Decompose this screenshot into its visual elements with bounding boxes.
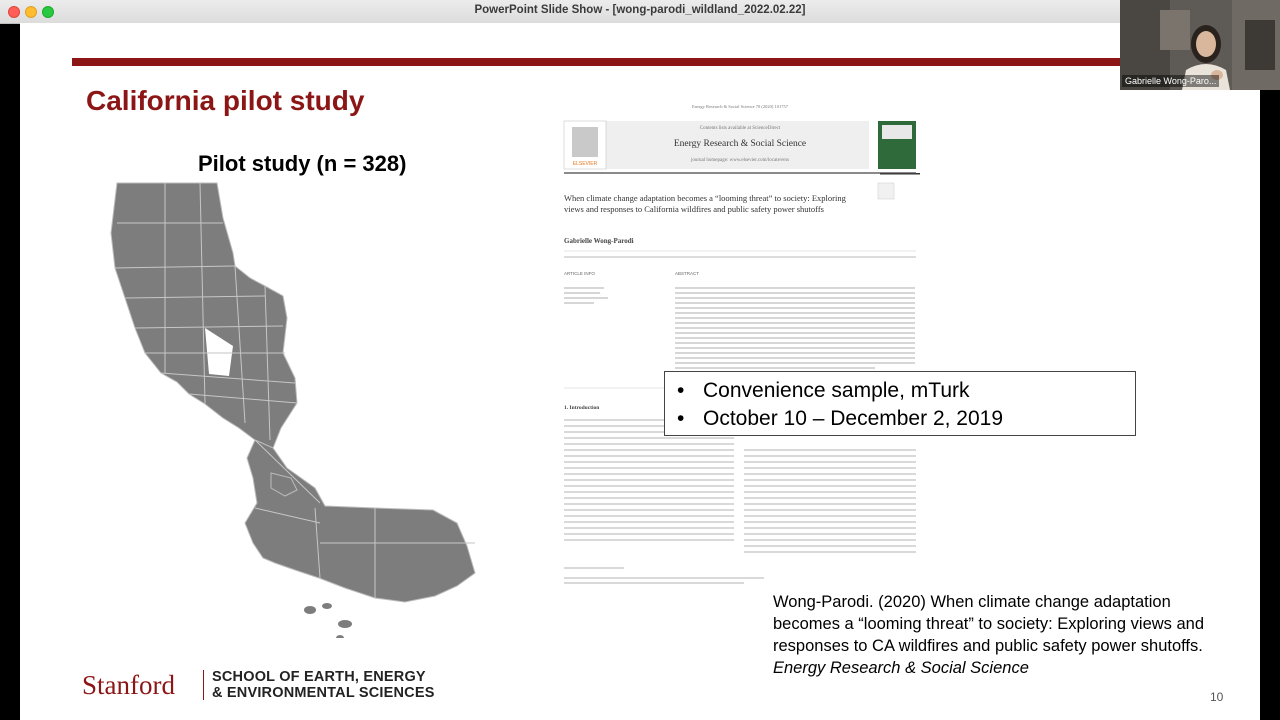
svg-text:Contents lists available at Sc: Contents lists available at ScienceDirect	[699, 126, 781, 131]
svg-text:ARTICLE INFO: ARTICLE INFO	[564, 271, 595, 276]
pilot-study-label: Pilot study (n = 328)	[198, 151, 407, 176]
school-line-1: SCHOOL OF EARTH, ENERGY	[212, 669, 426, 685]
svg-text:ELSEVIER: ELSEVIER	[572, 161, 598, 167]
bullet-item: • October 10 – December 2, 2019	[677, 407, 1004, 430]
svg-text:Energy Research & Social Scien: Energy Research & Social Science 70 (2020) 101757	[691, 104, 789, 109]
citation-journal: Energy Research & Social Science	[773, 659, 1029, 677]
participant-video-tile[interactable]	[1120, 0, 1280, 90]
slide-accent-bar	[72, 58, 1142, 66]
window-titlebar	[0, 0, 1280, 24]
school-name	[212, 669, 435, 701]
slide-page-number: 10	[1210, 690, 1224, 704]
slide-title: California pilot study	[86, 85, 365, 116]
svg-text:ABSTRACT: ABSTRACT	[675, 271, 700, 276]
participant-name: Gabrielle Wong-Paro...	[1122, 75, 1219, 87]
svg-text:1. Introduction: 1. Introduction	[564, 405, 600, 411]
journal-article-image	[560, 101, 920, 586]
school-line-2: & ENVIRONMENTAL SCIENCES	[212, 685, 435, 701]
california-county-map	[105, 178, 515, 638]
bullet-box	[664, 371, 1136, 436]
svg-text:Energy Research & Social Scien: Energy Research & Social Science	[673, 139, 807, 149]
logo-divider	[203, 670, 204, 700]
stanford-logo: Stanford	[82, 670, 175, 700]
citation-text	[773, 591, 1233, 679]
citation-body: Wong-Parodi. (2020) When climate change adaptation becomes a “looming threat” to society: Exploring views and responses to CA wildfires and public safety power shutoffs.	[773, 593, 1205, 655]
svg-text:journal homepage: www.elsevier: journal homepage: www.elsevier.com/locate/erss	[691, 158, 789, 163]
article-page-thumbnail: Energy Research & Social Science 70 (2020) 101757 ELSEVIER Contents lists available at ScienceDirect Energy Research & Social Science journal homepage: www.elsevier.com/locate/erss When climate change adaptation becomes a “looming threat” to society: Exploring views and responses to California wildfires and public safety power shutoffs Gabrielle Wong-Parodi ARTICLE INFO ABSTRACT 1. Introduction	[560, 101, 920, 586]
slide[interactable]	[20, 23, 1260, 720]
svg-text:Gabrielle Wong-Parodi: Gabrielle Wong-Parodi	[564, 237, 634, 245]
bullet-item: • Convenience sample, mTurk	[677, 379, 970, 402]
window-title: PowerPoint Slide Show - [wong-parodi_wildland_2022.02.22]	[474, 4, 806, 16]
